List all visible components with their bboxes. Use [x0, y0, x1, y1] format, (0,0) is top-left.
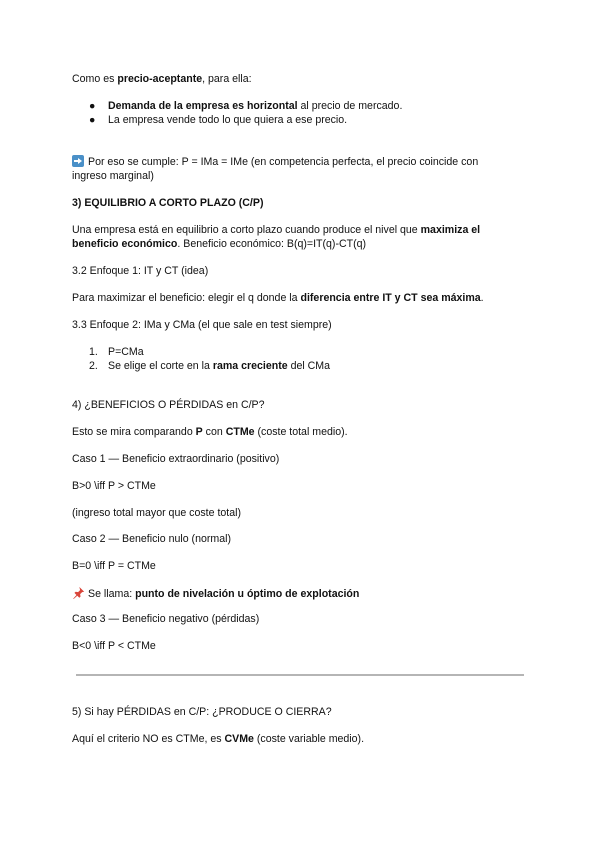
s32-text-end: . [480, 292, 484, 304]
caso-2-label: Caso 2 — Beneficio nulo (normal) [72, 533, 231, 545]
subsection-3-3: 3.3 Enfoque 2: IMa y CMa (el que sale en test siempre) [72, 319, 332, 331]
s4-bold-p: P [195, 426, 203, 438]
caso-1-formula: B>0 \iff P > CTMe [72, 480, 156, 492]
bullet-text: La empresa vende todo lo que quiera a ese precio. [108, 114, 348, 126]
s5-line [72, 732, 364, 746]
s5-bold: CVMe [224, 733, 254, 745]
pushpin-icon [72, 586, 85, 599]
pin-bold: punto de nivelación u óptimo de explotación [135, 588, 360, 600]
caso-2-formula: B=0 \iff P = CTMe [72, 560, 156, 572]
pin-line [72, 586, 359, 601]
intro-text-end: , para ella: [202, 73, 252, 85]
s3-text-2: . Beneficio económico: B(q)=IT(q)-CT(q) [177, 238, 367, 250]
bullet-list [72, 99, 402, 127]
s5-text: Aquí el criterio NO es CTMe, es [72, 733, 225, 745]
list-item [72, 359, 330, 373]
s4-bold-ctme: CTMe [225, 426, 255, 438]
s3-line-2 [72, 237, 366, 251]
s4-text: Esto se mira comparando [72, 426, 196, 438]
s3-line-1 [72, 223, 480, 237]
s32-bold: diferencia entre IT y CT sea máxima [300, 292, 481, 304]
subsection-3-2: 3.2 Enfoque 1: IT y CT (idea) [72, 265, 209, 277]
s4-text-mid: con [202, 426, 226, 438]
intro-line [72, 72, 252, 86]
cumple-text: Por eso se cumple: P = IMa = IMe (en competencia perfecta, el precio coincide con [88, 156, 479, 168]
caso-1-note: (ingreso total mayor que coste total) [72, 507, 241, 519]
section-5-heading: 5) Si hay PÉRDIDAS en C/P: ¿PRODUCE O CIERRA? [72, 706, 332, 718]
list-number: 2. [89, 360, 98, 372]
s4-line [72, 425, 348, 439]
list-number: 1. [89, 346, 98, 358]
s4-text-end: (coste total medio). [254, 426, 348, 438]
list-item [72, 99, 402, 113]
list-text-end: del CMa [287, 360, 331, 372]
s3-bold: maximiza el [420, 224, 481, 236]
list-item [72, 113, 402, 127]
right-arrow-icon [72, 155, 84, 167]
cumple-text-cont: ingreso marginal) [72, 170, 154, 182]
intro-bold: precio-aceptante [117, 73, 203, 85]
pin-text: Se llama: [88, 588, 136, 600]
list-item [72, 345, 330, 359]
list-text: P=CMa [108, 346, 144, 358]
s3-bold-2: beneficio económico [72, 238, 178, 250]
section-4-heading: 4) ¿BENEFICIOS O PÉRDIDAS en C/P? [72, 399, 265, 411]
list-text: Se elige el corte en la [108, 360, 213, 372]
s3-text: Una empresa está en equilibrio a corto plazo cuando produce el nivel que [72, 224, 421, 236]
caso-3-formula: B<0 \iff P < CTMe [72, 640, 156, 652]
bullet-bold: Demanda de la empresa es horizontal [108, 100, 298, 112]
numbered-list [72, 345, 330, 373]
caso-3-label: Caso 3 — Beneficio negativo (pérdidas) [72, 613, 260, 625]
s5-text-end: (coste variable medio). [253, 733, 365, 745]
bullet-marker: ● [89, 114, 96, 126]
intro-text: Como es [72, 73, 118, 85]
s32-line [72, 291, 484, 305]
s32-text: Para maximizar el beneficio: elegir el q donde la [72, 292, 301, 304]
horizontal-rule [76, 674, 524, 676]
cumple-line [72, 155, 478, 169]
bullet-text: al precio de mercado. [297, 100, 403, 112]
bullet-marker: ● [89, 100, 96, 112]
list-bold: rama creciente [212, 360, 288, 372]
section-3-heading: 3) EQUILIBRIO A CORTO PLAZO (C/P) [72, 197, 264, 209]
caso-1-label: Caso 1 — Beneficio extraordinario (positivo) [72, 453, 280, 465]
